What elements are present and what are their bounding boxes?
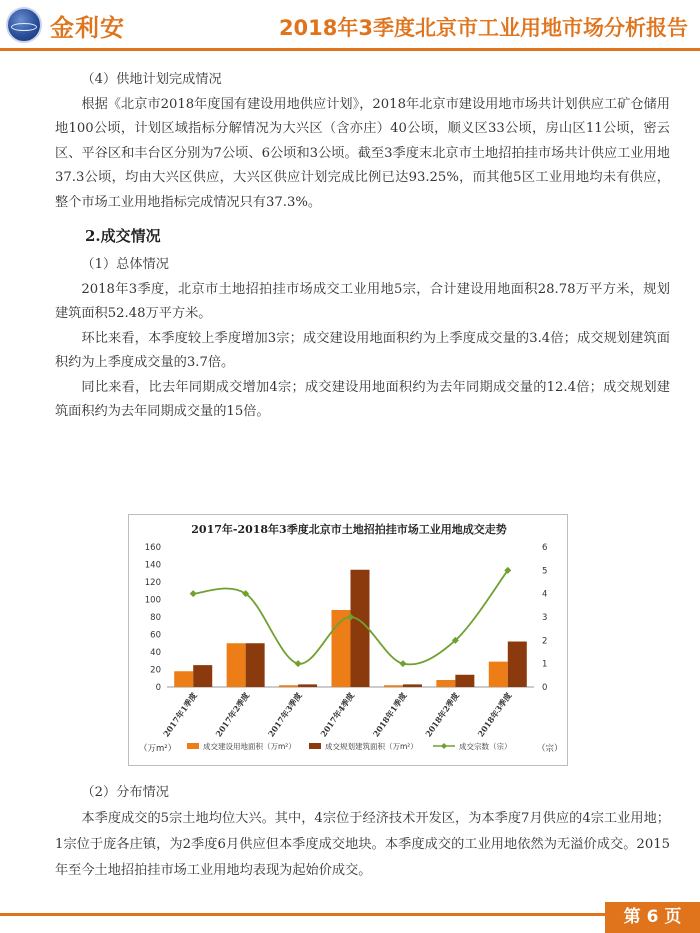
- legend-label: 成交宗数（宗）: [459, 742, 512, 751]
- y-left-tick-label: 80: [150, 613, 161, 623]
- y-left-unit-label: （万m²）: [139, 744, 177, 754]
- y-right-tick-label: 1: [542, 659, 548, 670]
- bar-construction-area: [279, 685, 298, 687]
- paragraph: 2018年3季度，北京市土地招拍挂市场成交工业用地5宗，合计建设用地面积28.78万平方米，规划建筑面积52.48万平方米。: [55, 281, 670, 321]
- y-right-tick-label: 3: [542, 613, 548, 623]
- y-right-tick-label: 2: [542, 636, 548, 647]
- y-left-tick-label: 20: [150, 665, 161, 676]
- y-left-tick-label: 120: [144, 578, 161, 588]
- x-tick-label: 2018年1季度: [370, 690, 409, 739]
- line-point: [295, 660, 302, 667]
- y-right-tick-label: 5: [542, 566, 548, 577]
- chart-svg: [129, 515, 569, 767]
- bar-planned-floor-area: [246, 643, 265, 687]
- header-divider: [0, 48, 700, 51]
- legend-label: 成交规划建筑面积（万m²）: [325, 742, 418, 751]
- y-left-tick-label: 140: [144, 560, 161, 571]
- y-right-tick-label: 0: [542, 683, 548, 693]
- chart-title: 2017年-2018年3季度北京市土地招拍挂市场工业用地成交走势: [191, 523, 507, 536]
- x-tick-label: 2018年2季度: [423, 690, 461, 739]
- transaction-trend-chart: [128, 514, 568, 766]
- subsection-heading: （1）总体情况: [81, 257, 169, 272]
- legend-label: 成交建设用地面积（万m²）: [203, 742, 296, 751]
- x-tick-label: 2017年1季度: [160, 690, 199, 739]
- page-header: [0, 0, 700, 50]
- line-point: [399, 660, 406, 667]
- paragraph: 同比来看，比去年同期成交增加4宗；成交建设用地面积约为去年同期成交量的12.4倍；成交规划建筑面积约为去年同期成交量的15倍。: [55, 379, 670, 419]
- legend-marker: [441, 743, 447, 749]
- y-left-tick-label: 40: [150, 648, 161, 658]
- bar-construction-area: [436, 680, 455, 687]
- bar-construction-area: [384, 685, 403, 687]
- brand-name: 金利安: [50, 14, 125, 42]
- legend-swatch-planned-floor-area: [309, 743, 321, 749]
- main-content: [55, 68, 670, 425]
- page-number: 第 6 页: [605, 902, 700, 933]
- paragraph: 根据《北京市2018年度国有建设用地供应计划》，2018年北京市建设用地市场共计划供应工矿仓储用地100公顷，计划区域指标分解情况为大兴区（含亦庄）40公顷，顺义区33公顷，房山区11公顷，密云区、平谷区和丰台区分别为7公顷、6公顷和3公顷。截至3季度末北京市土地招拍挂市场共计供应工业用地37.3公顷，均由大兴区供应，大兴区供应计划完成比例已达93.25%，而其他5区工业用地均未有供应，整个市场工业用地指标完成情况只有37.3%。: [55, 96, 670, 210]
- x-tick-label: 2017年4季度: [318, 690, 357, 739]
- distribution-section: [55, 780, 670, 884]
- y-right-unit-label: （宗）: [537, 744, 563, 754]
- y-right-tick-label: 6: [542, 543, 548, 553]
- subsection-heading: （2）分布情况: [81, 785, 169, 800]
- bar-construction-area: [174, 671, 193, 687]
- bar-planned-floor-area: [351, 570, 370, 687]
- bar-planned-floor-area: [193, 665, 212, 687]
- x-tick-label: 2018年3季度: [475, 690, 514, 739]
- bar-construction-area: [227, 643, 246, 687]
- bar-construction-area: [489, 662, 508, 687]
- subsection-heading: （4）供地计划完成情况: [81, 72, 222, 87]
- y-left-tick-label: 100: [144, 595, 161, 606]
- report-title: 2018年3季度北京市工业用地市场分析报告: [278, 16, 688, 40]
- paragraph: 环比来看，本季度较上季度增加3宗；成交建设用地面积约为上季度成交量的3.4倍；成交规划建筑面积约为上季度成交量的3.7倍。: [55, 330, 670, 370]
- x-tick-label: 2017年2季度: [213, 690, 252, 739]
- bar-planned-floor-area: [298, 684, 317, 687]
- company-logo-icon: [6, 7, 42, 43]
- legend-swatch-construction-area: [187, 743, 199, 749]
- section-heading: 2.成交情况: [85, 227, 161, 245]
- y-left-tick-label: 160: [144, 543, 161, 553]
- paragraph: 本季度成交的5宗土地均位大兴。其中，4宗位于经济技术开发区，为本季度7月供应的4宗工业用地；1宗位于庞各庄镇，为2季度6月供应但本季度成交地块。本季度成交的工业用地依然为无溢价成交。2015年至今土地招拍挂市场工业用地均表现为起始价成交。: [55, 811, 670, 878]
- bar-planned-floor-area: [403, 684, 422, 687]
- bar-planned-floor-area: [455, 675, 474, 687]
- footer-divider: [0, 913, 700, 916]
- bar-planned-floor-area: [508, 642, 527, 688]
- y-right-tick-label: 4: [542, 589, 548, 600]
- y-left-tick-label: 60: [150, 630, 161, 641]
- line-point: [190, 590, 197, 597]
- x-tick-label: 2017年3季度: [265, 690, 304, 739]
- y-left-tick-label: 0: [155, 683, 161, 693]
